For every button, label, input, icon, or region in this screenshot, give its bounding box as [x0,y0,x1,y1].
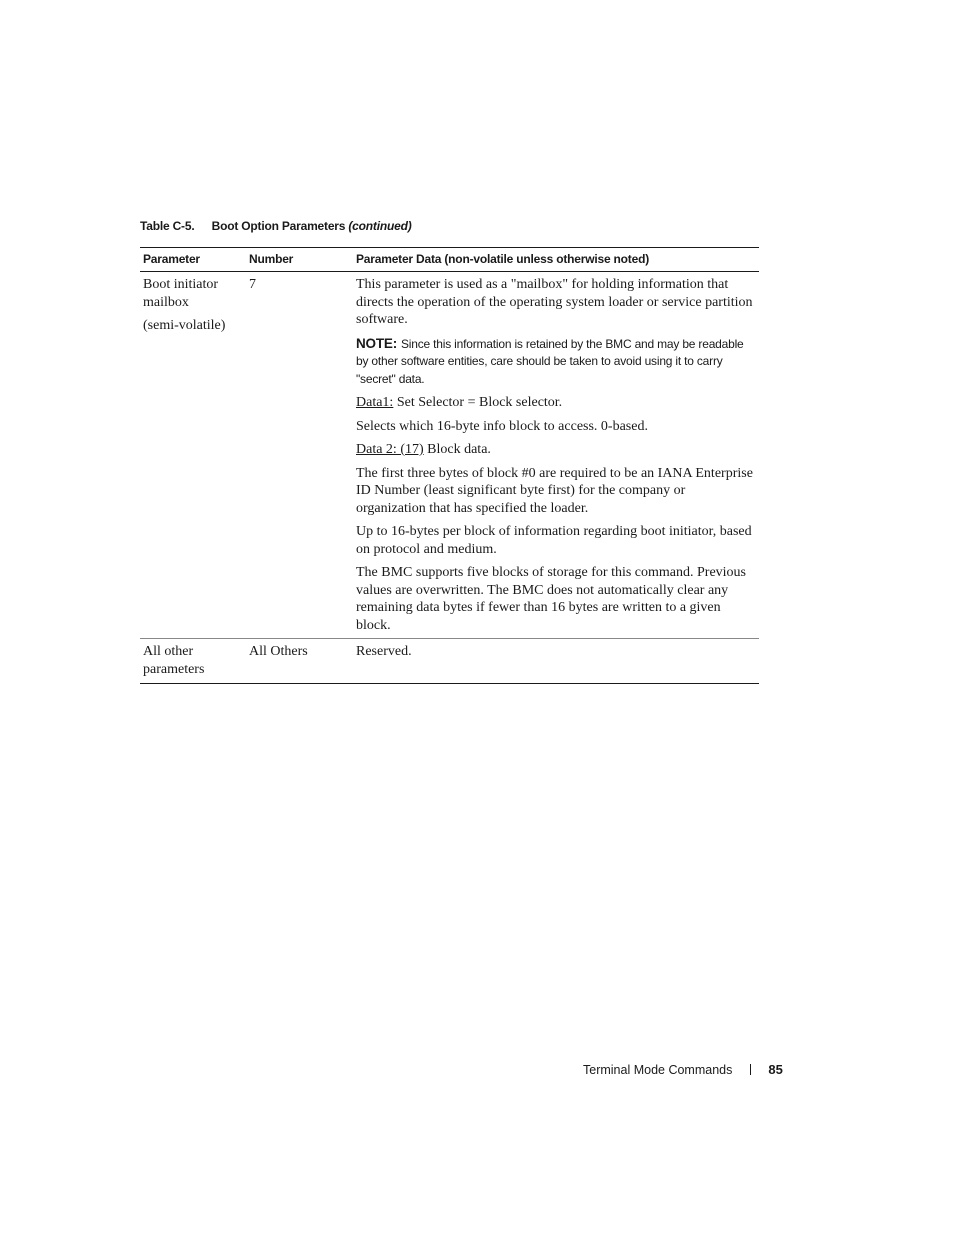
page-number: 85 [768,1062,783,1077]
cell-number: All Others [246,639,353,684]
boot-option-parameters-table [140,247,759,684]
up-to-16-bytes: Up to 16-bytes per block of information regarding boot initiator, based on protocol and medium. [356,524,752,557]
note [356,335,756,389]
data2-line [356,441,756,459]
data2-text: Block data. [427,442,491,457]
footer-section-title: Terminal Mode Commands [583,1063,733,1077]
parameter-name: Boot initiator mailbox [143,277,219,310]
table-header-row [140,248,759,272]
table-title: Boot Option Parameters [211,219,346,233]
parameter-volatility: (semi-volatile) [143,318,226,333]
cell-parameter [140,272,246,639]
header-parameter: Parameter [140,248,246,272]
note-label: NOTE: [356,335,397,351]
table-caption [140,219,412,233]
table-number: Table C-5. [140,219,195,233]
header-number: Number [246,248,353,272]
first-three-bytes: The first three bytes of block #0 are required to be an IANA Enterprise ID Number (least significant byte first) for the company or organization that has specified the loader. [356,465,753,516]
bmc-supports: The BMC supports five blocks of storage for this command. Previous values are overwritten. The BMC does not automatically clear any remaining data bytes if fewer than 16 bytes are written to a given block. [356,565,747,633]
cell-number: 7 [246,272,353,639]
note-text: Since this information is retained by the BMC and may be readable by other software entities, care should be taken to avoid using it to carry "secret" data. [356,336,744,386]
table-continued: (continued) [348,219,412,233]
data1-line [356,394,756,412]
header-parameter-data: Parameter Data (non-volatile unless otherwise noted) [353,248,759,272]
data-intro: This parameter is used as a "mailbox" for holding information that directs the operation of the operating system loader or service partition software. [356,277,753,327]
data1-label: Data1: [356,395,394,410]
cell-parameter-data: Reserved. [353,639,759,684]
table-row [140,639,759,684]
table-row [140,272,759,639]
data1-text: Set Selector = Block selector. [396,395,563,410]
selects-line: Selects which 16-byte info block to access. 0-based. [356,418,648,434]
cell-parameter-data [353,272,759,639]
data2-label: Data 2: (17) [356,442,424,457]
footer-separator [750,1064,751,1075]
cell-parameter: All other parameters [140,639,246,684]
page-footer [583,1062,783,1077]
